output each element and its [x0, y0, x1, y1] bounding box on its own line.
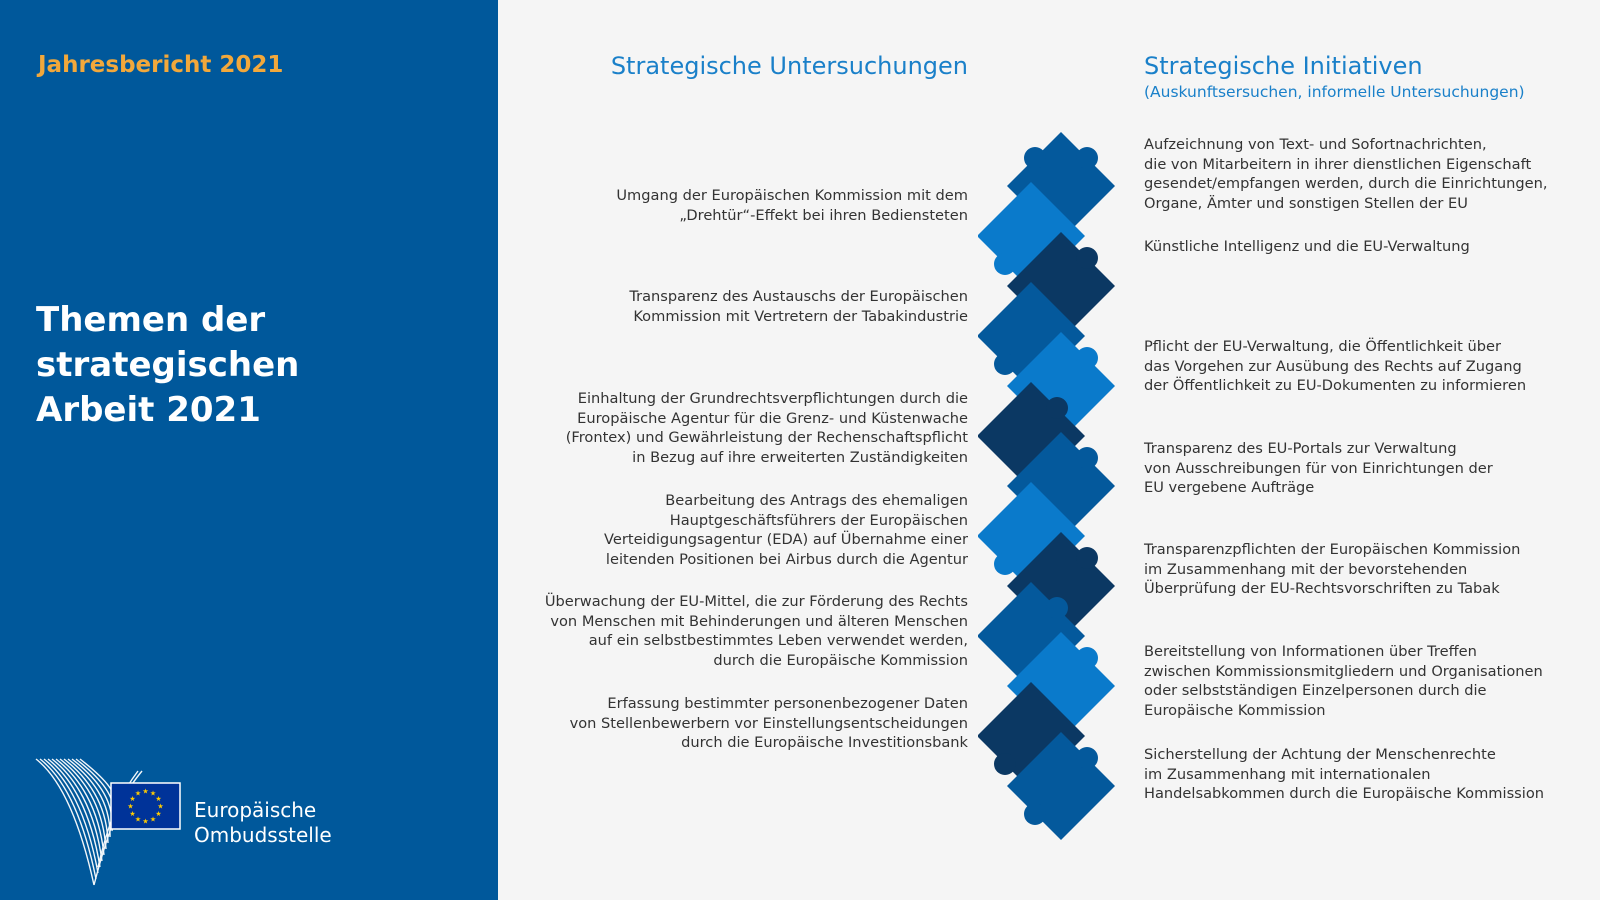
investigation-item	[616, 186, 968, 225]
svg-text:★: ★	[149, 789, 157, 798]
svg-text:★: ★	[142, 787, 149, 796]
title-line: strategischen	[36, 345, 300, 385]
item-line: Verteidigungsagentur (EDA) auf Übernahme einer	[604, 531, 968, 548]
svg-text:★: ★	[142, 817, 149, 826]
svg-text:★: ★	[149, 815, 157, 824]
item-line: Aufzeichnung von Text- und Sofortnachrichten,	[1144, 136, 1487, 153]
item-line: durch die Europäische Investitionsbank	[681, 734, 968, 751]
item-line: (Frontex) und Gewährleistung der Rechenschaftspflicht	[565, 429, 968, 446]
svg-text:★: ★	[129, 795, 136, 803]
item-line: durch die Europäische Kommission	[713, 651, 968, 669]
item-line: Kommission mit Vertretern der Tabakindustrie	[633, 307, 968, 325]
item-line: Umgang der Europäischen Kommission mit dem	[616, 187, 968, 204]
svg-text:★: ★	[155, 810, 162, 818]
initiative-item	[1144, 439, 1493, 498]
item-line: oder selbstständigen Einzelpersonen durch die	[1144, 682, 1487, 699]
initiative-item	[1144, 237, 1470, 257]
svg-text:★: ★	[134, 789, 142, 798]
investigation-item	[604, 491, 968, 569]
initiatives-subheading: (Auskunftsersuchen, informelle Untersuchungen)	[1144, 83, 1525, 101]
item-line: in Bezug auf ihre erweiterten Zuständigkeiten	[632, 448, 968, 466]
report-year: Jahresbericht 2021	[38, 52, 284, 78]
item-line: Europäische Kommission	[1144, 701, 1326, 719]
item-line: im Zusammenhang mit der bevorstehenden	[1144, 560, 1468, 578]
item-line: auf ein selbstbestimmtes Leben verwendet werden,	[588, 632, 968, 649]
item-line: Künstliche Intelligenz und die EU-Verwaltung	[1144, 238, 1470, 255]
puzzle-column	[978, 132, 1138, 852]
logo-line: Ombudsstelle	[194, 823, 332, 847]
investigations-heading: Strategische Untersuchungen	[610, 52, 968, 80]
item-line: Europäische Agentur für die Grenz- und Küstenwache	[577, 409, 968, 427]
item-line: Organe, Ämter und sonstigen Stellen der EU	[1144, 194, 1468, 212]
svg-text:★: ★	[134, 815, 142, 824]
title-line: Themen der	[36, 300, 266, 340]
item-line: das Vorgehen zur Ausübung des Rechts auf Zugang	[1144, 357, 1522, 375]
page-title	[36, 298, 476, 433]
item-line: gesendet/empfangen werden, durch die Einrichtungen,	[1144, 175, 1548, 192]
item-line: Sicherstellung der Achtung der Menschenrechte	[1144, 746, 1496, 763]
main-content	[498, 0, 1600, 900]
item-line: im Zusammenhang mit internationalen	[1144, 765, 1431, 783]
svg-text:★: ★	[155, 795, 162, 803]
investigation-item	[545, 592, 968, 670]
initiative-item	[1144, 337, 1526, 396]
item-line: Einhaltung der Grundrechtsverpflichtungen durch die	[577, 390, 968, 407]
item-line: von Stellenbewerbern vor Einstellungsentscheidungen	[569, 714, 968, 732]
item-line: Überwachung der EU-Mittel, die zur Förderung des Rechts	[544, 593, 968, 610]
item-line: Transparenz des Austauschs der Europäischen	[629, 288, 968, 305]
investigation-item	[629, 287, 968, 326]
svg-text:★: ★	[157, 802, 164, 811]
item-line: Hauptgeschäftsführers der Europäischen	[669, 511, 968, 529]
initiatives-heading: Strategische Initiativen	[1144, 52, 1423, 80]
logo-line: Europäische	[194, 798, 317, 822]
item-line: leitenden Positionen bei Airbus durch die Agentur	[605, 550, 968, 568]
title-line: Arbeit 2021	[36, 390, 261, 430]
logo-wordmark	[194, 798, 332, 848]
item-line: Transparenzpflichten der Europäischen Kommission	[1144, 541, 1521, 558]
item-line: die von Mitarbeitern in ihrer dienstlichen Eigenschaft	[1144, 155, 1532, 173]
item-line: Bearbeitung des Antrags des ehemaligen	[665, 492, 968, 509]
item-line: Erfassung bestimmter personenbezogener Daten	[607, 695, 968, 712]
item-line: Handelsabkommen durch die Europäische Kommission	[1144, 785, 1545, 802]
svg-text:★: ★	[129, 810, 136, 818]
item-line: Pflicht der EU-Verwaltung, die Öffentlichkeit über	[1144, 338, 1502, 355]
item-line: Überprüfung der EU-Rechtsvorschriften zu Tabak	[1144, 580, 1500, 597]
item-line: zwischen Kommissionsmitgliedern und Organisationen	[1144, 662, 1543, 680]
item-line: „Drehtür“-Effekt bei ihren Bediensteten	[679, 206, 968, 224]
initiative-item	[1144, 642, 1543, 720]
item-line: von Menschen mit Behinderungen und älteren Menschen	[550, 612, 968, 630]
item-line: Transparenz des EU-Portals zur Verwaltung	[1144, 440, 1457, 457]
initiative-item	[1144, 745, 1544, 804]
item-line: der Öffentlichkeit zu EU-Dokumenten zu informieren	[1144, 377, 1527, 394]
initiative-item	[1144, 540, 1520, 599]
item-line: EU vergebene Aufträge	[1144, 479, 1315, 496]
investigation-item	[566, 389, 968, 467]
sidebar	[0, 0, 498, 900]
item-line: von Ausschreibungen für von Einrichtungen der	[1144, 459, 1493, 477]
investigation-item	[570, 694, 968, 753]
svg-text:★: ★	[127, 802, 134, 811]
item-line: Bereitstellung von Informationen über Treffen	[1144, 643, 1477, 660]
initiative-item	[1144, 135, 1548, 213]
